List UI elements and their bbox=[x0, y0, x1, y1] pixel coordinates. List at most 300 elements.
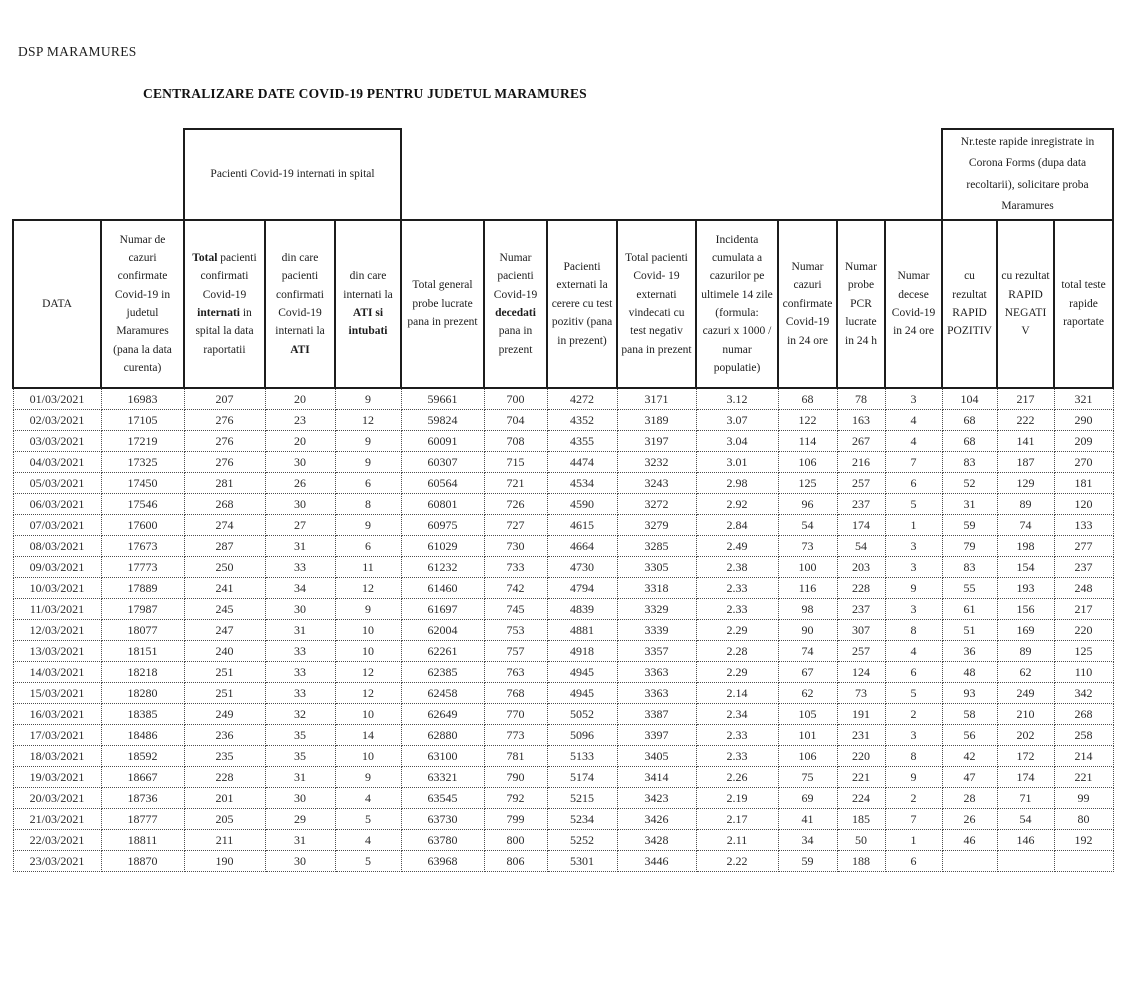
cell-decedati-total: 745 bbox=[484, 598, 547, 619]
cell-incidenta-14-zile: 2.33 bbox=[696, 577, 778, 598]
cell-externati-cerere: 4590 bbox=[547, 493, 617, 514]
cell-rapid-negativ: 74 bbox=[997, 514, 1054, 535]
cell-decese-24-ore: 3 bbox=[885, 535, 942, 556]
cell-externati-vindecati: 3405 bbox=[617, 745, 696, 766]
cell-externati-cerere: 5234 bbox=[547, 808, 617, 829]
cell-incidenta-14-zile: 2.33 bbox=[696, 745, 778, 766]
cell-rapid-pozitiv: 28 bbox=[942, 787, 997, 808]
column-header-ati-intubati: din care internati la ATI si intubati bbox=[335, 220, 401, 388]
cell-ati-intubati: 10 bbox=[335, 703, 401, 724]
cell-externati-vindecati: 3426 bbox=[617, 808, 696, 829]
cell-decedati-total: 757 bbox=[484, 640, 547, 661]
cell-ati-intubati: 6 bbox=[335, 472, 401, 493]
cell-data: 16/03/2021 bbox=[13, 703, 101, 724]
cell-cazuri-confirmate-total: 17219 bbox=[101, 430, 184, 451]
cell-decese-24-ore: 1 bbox=[885, 829, 942, 850]
cell-cazuri-confirmate-total: 18870 bbox=[101, 850, 184, 871]
cell-probe-total: 63100 bbox=[401, 745, 484, 766]
cell-cazuri-24-ore: 114 bbox=[778, 430, 837, 451]
cell-internati-ati: 30 bbox=[265, 493, 335, 514]
cell-rapid-pozitiv: 83 bbox=[942, 451, 997, 472]
cell-data: 22/03/2021 bbox=[13, 829, 101, 850]
column-header-internati-total: Total pacienti confirmati Covid-19 internati in spital la data raportatii bbox=[184, 220, 265, 388]
cell-internati-ati: 26 bbox=[265, 472, 335, 493]
cell-rapid-negativ: 172 bbox=[997, 745, 1054, 766]
cell-probe-pcr-24h: 216 bbox=[837, 451, 885, 472]
cell-probe-total: 62004 bbox=[401, 619, 484, 640]
table-row bbox=[13, 535, 1113, 556]
column-header-teste-rapide-total: total teste rapide raportate bbox=[1054, 220, 1113, 388]
cell-externati-cerere: 4881 bbox=[547, 619, 617, 640]
cell-internati-total: 250 bbox=[184, 556, 265, 577]
cell-incidenta-14-zile: 2.49 bbox=[696, 535, 778, 556]
cell-decedati-total: 730 bbox=[484, 535, 547, 556]
cell-externati-cerere: 4945 bbox=[547, 661, 617, 682]
cell-decese-24-ore: 5 bbox=[885, 682, 942, 703]
cell-decedati-total: 806 bbox=[484, 850, 547, 871]
cell-decedati-total: 704 bbox=[484, 409, 547, 430]
cell-probe-pcr-24h: 73 bbox=[837, 682, 885, 703]
cell-internati-total: 207 bbox=[184, 388, 265, 409]
table-row bbox=[13, 472, 1113, 493]
cell-internati-total: 276 bbox=[184, 451, 265, 472]
cell-probe-pcr-24h: 307 bbox=[837, 619, 885, 640]
table-row bbox=[13, 703, 1113, 724]
cell-internati-ati: 34 bbox=[265, 577, 335, 598]
cell-teste-rapide-total: 125 bbox=[1054, 640, 1113, 661]
cell-decese-24-ore: 2 bbox=[885, 703, 942, 724]
cell-probe-total: 61460 bbox=[401, 577, 484, 598]
cell-ati-intubati: 11 bbox=[335, 556, 401, 577]
cell-rapid-pozitiv bbox=[942, 850, 997, 871]
cell-ati-intubati: 8 bbox=[335, 493, 401, 514]
cell-incidenta-14-zile: 2.14 bbox=[696, 682, 778, 703]
column-header-externati-vindecati: Total pacienti Covid- 19 externati vindecati cu test negativ pana in prezent bbox=[617, 220, 696, 388]
cell-incidenta-14-zile: 2.19 bbox=[696, 787, 778, 808]
cell-probe-pcr-24h: 224 bbox=[837, 787, 885, 808]
table-row bbox=[13, 577, 1113, 598]
cell-probe-total: 59824 bbox=[401, 409, 484, 430]
cell-internati-total: 201 bbox=[184, 787, 265, 808]
cell-rapid-negativ: 222 bbox=[997, 409, 1054, 430]
cell-externati-cerere: 4664 bbox=[547, 535, 617, 556]
cell-probe-pcr-24h: 50 bbox=[837, 829, 885, 850]
cell-data: 05/03/2021 bbox=[13, 472, 101, 493]
cell-probe-pcr-24h: 237 bbox=[837, 493, 885, 514]
cell-teste-rapide-total: 220 bbox=[1054, 619, 1113, 640]
cell-cazuri-confirmate-total: 16983 bbox=[101, 388, 184, 409]
cell-cazuri-24-ore: 75 bbox=[778, 766, 837, 787]
cell-rapid-negativ: 156 bbox=[997, 598, 1054, 619]
table-row bbox=[13, 766, 1113, 787]
column-header-decedati-total: Numar pacienti Covid-19 decedati pana in prezent bbox=[484, 220, 547, 388]
cell-incidenta-14-zile: 2.38 bbox=[696, 556, 778, 577]
cell-probe-total: 60307 bbox=[401, 451, 484, 472]
cell-cazuri-confirmate-total: 17673 bbox=[101, 535, 184, 556]
column-header-externati-cerere: Pacienti externati la cerere cu test pozitiv (pana in prezent) bbox=[547, 220, 617, 388]
cell-internati-total: 249 bbox=[184, 703, 265, 724]
cell-rapid-negativ: 187 bbox=[997, 451, 1054, 472]
column-header-decese-24-ore: Numar decese Covid-19 in 24 ore bbox=[885, 220, 942, 388]
cell-internati-ati: 32 bbox=[265, 703, 335, 724]
cell-decese-24-ore: 3 bbox=[885, 556, 942, 577]
cell-externati-vindecati: 3428 bbox=[617, 829, 696, 850]
group-header-spacer-left bbox=[13, 129, 184, 220]
cell-incidenta-14-zile: 2.17 bbox=[696, 808, 778, 829]
cell-decese-24-ore: 6 bbox=[885, 661, 942, 682]
group-header-row bbox=[13, 129, 1113, 220]
cell-internati-total: 241 bbox=[184, 577, 265, 598]
cell-data: 10/03/2021 bbox=[13, 577, 101, 598]
table-row bbox=[13, 724, 1113, 745]
cell-probe-pcr-24h: 78 bbox=[837, 388, 885, 409]
cell-data: 14/03/2021 bbox=[13, 661, 101, 682]
cell-cazuri-24-ore: 106 bbox=[778, 451, 837, 472]
cell-rapid-pozitiv: 93 bbox=[942, 682, 997, 703]
cell-externati-cerere: 4839 bbox=[547, 598, 617, 619]
cell-rapid-negativ: 71 bbox=[997, 787, 1054, 808]
cell-decedati-total: 763 bbox=[484, 661, 547, 682]
cell-ati-intubati: 5 bbox=[335, 850, 401, 871]
cell-incidenta-14-zile: 2.26 bbox=[696, 766, 778, 787]
cell-internati-total: 251 bbox=[184, 661, 265, 682]
cell-externati-cerere: 5133 bbox=[547, 745, 617, 766]
table-row bbox=[13, 850, 1113, 871]
cell-rapid-negativ: 174 bbox=[997, 766, 1054, 787]
cell-externati-cerere: 5215 bbox=[547, 787, 617, 808]
cell-data: 15/03/2021 bbox=[13, 682, 101, 703]
cell-rapid-negativ: 89 bbox=[997, 493, 1054, 514]
cell-internati-total: 276 bbox=[184, 430, 265, 451]
cell-data: 09/03/2021 bbox=[13, 556, 101, 577]
cell-decedati-total: 792 bbox=[484, 787, 547, 808]
column-header-cazuri-confirmate-total: Numar de cazuri confirmate Covid-19 in judetul Maramures (pana la data curenta) bbox=[101, 220, 184, 388]
cell-cazuri-24-ore: 62 bbox=[778, 682, 837, 703]
cell-cazuri-24-ore: 116 bbox=[778, 577, 837, 598]
cell-cazuri-24-ore: 54 bbox=[778, 514, 837, 535]
cell-externati-cerere: 4918 bbox=[547, 640, 617, 661]
cell-incidenta-14-zile: 2.33 bbox=[696, 598, 778, 619]
group-header-rapid-tests: Nr.teste rapide inregistrate in Corona Forms (dupa data recoltarii), solicitare proba Maramures bbox=[942, 129, 1113, 220]
cell-internati-total: 236 bbox=[184, 724, 265, 745]
table-row bbox=[13, 808, 1113, 829]
cell-decese-24-ore: 3 bbox=[885, 598, 942, 619]
cell-externati-vindecati: 3414 bbox=[617, 766, 696, 787]
cell-cazuri-confirmate-total: 18667 bbox=[101, 766, 184, 787]
cell-externati-cerere: 5174 bbox=[547, 766, 617, 787]
cell-rapid-pozitiv: 26 bbox=[942, 808, 997, 829]
cell-externati-cerere: 4272 bbox=[547, 388, 617, 409]
cell-cazuri-confirmate-total: 17450 bbox=[101, 472, 184, 493]
table-row bbox=[13, 556, 1113, 577]
cell-decedati-total: 790 bbox=[484, 766, 547, 787]
cell-rapid-pozitiv: 79 bbox=[942, 535, 997, 556]
cell-rapid-pozitiv: 55 bbox=[942, 577, 997, 598]
column-header-data: DATA bbox=[13, 220, 101, 388]
cell-probe-total: 59661 bbox=[401, 388, 484, 409]
cell-teste-rapide-total: 290 bbox=[1054, 409, 1113, 430]
cell-rapid-pozitiv: 47 bbox=[942, 766, 997, 787]
cell-externati-vindecati: 3285 bbox=[617, 535, 696, 556]
cell-cazuri-24-ore: 74 bbox=[778, 640, 837, 661]
cell-externati-vindecati: 3363 bbox=[617, 661, 696, 682]
cell-externati-cerere: 4352 bbox=[547, 409, 617, 430]
cell-probe-total: 60801 bbox=[401, 493, 484, 514]
cell-data: 07/03/2021 bbox=[13, 514, 101, 535]
covid-data-table bbox=[12, 128, 1114, 872]
cell-internati-total: 211 bbox=[184, 829, 265, 850]
column-header-incidenta-14-zile: Incidenta cumulata a cazurilor pe ultimele 14 zile (formula: cazuri x 1000 / numar populatie) bbox=[696, 220, 778, 388]
cell-externati-cerere: 5301 bbox=[547, 850, 617, 871]
cell-teste-rapide-total: 237 bbox=[1054, 556, 1113, 577]
cell-decedati-total: 768 bbox=[484, 682, 547, 703]
cell-rapid-pozitiv: 52 bbox=[942, 472, 997, 493]
cell-externati-cerere: 5252 bbox=[547, 829, 617, 850]
cell-incidenta-14-zile: 2.33 bbox=[696, 724, 778, 745]
cell-rapid-negativ: 249 bbox=[997, 682, 1054, 703]
cell-probe-total: 60975 bbox=[401, 514, 484, 535]
cell-probe-total: 63545 bbox=[401, 787, 484, 808]
cell-probe-total: 63730 bbox=[401, 808, 484, 829]
cell-ati-intubati: 10 bbox=[335, 619, 401, 640]
cell-decedati-total: 708 bbox=[484, 430, 547, 451]
cell-ati-intubati: 9 bbox=[335, 598, 401, 619]
cell-probe-total: 61697 bbox=[401, 598, 484, 619]
cell-rapid-negativ: 62 bbox=[997, 661, 1054, 682]
cell-internati-ati: 31 bbox=[265, 766, 335, 787]
cell-internati-total: 247 bbox=[184, 619, 265, 640]
cell-decese-24-ore: 8 bbox=[885, 745, 942, 766]
cell-cazuri-confirmate-total: 17325 bbox=[101, 451, 184, 472]
cell-probe-pcr-24h: 54 bbox=[837, 535, 885, 556]
cell-ati-intubati: 12 bbox=[335, 661, 401, 682]
cell-rapid-pozitiv: 68 bbox=[942, 430, 997, 451]
cell-data: 06/03/2021 bbox=[13, 493, 101, 514]
table-row bbox=[13, 493, 1113, 514]
cell-teste-rapide-total: 258 bbox=[1054, 724, 1113, 745]
cell-decedati-total: 721 bbox=[484, 472, 547, 493]
cell-probe-total: 63780 bbox=[401, 829, 484, 850]
column-header-internati-ati: din care pacienti confirmati Covid-19 internati la ATI bbox=[265, 220, 335, 388]
cell-probe-total: 61232 bbox=[401, 556, 484, 577]
cell-data: 13/03/2021 bbox=[13, 640, 101, 661]
cell-internati-ati: 30 bbox=[265, 850, 335, 871]
cell-rapid-negativ: 146 bbox=[997, 829, 1054, 850]
cell-probe-pcr-24h: 220 bbox=[837, 745, 885, 766]
cell-rapid-negativ: 217 bbox=[997, 388, 1054, 409]
cell-externati-vindecati: 3279 bbox=[617, 514, 696, 535]
cell-probe-total: 60091 bbox=[401, 430, 484, 451]
cell-probe-pcr-24h: 221 bbox=[837, 766, 885, 787]
cell-cazuri-confirmate-total: 18777 bbox=[101, 808, 184, 829]
cell-teste-rapide-total: 209 bbox=[1054, 430, 1113, 451]
cell-decese-24-ore: 9 bbox=[885, 766, 942, 787]
cell-probe-pcr-24h: 163 bbox=[837, 409, 885, 430]
cell-externati-cerere: 5052 bbox=[547, 703, 617, 724]
cell-incidenta-14-zile: 2.29 bbox=[696, 661, 778, 682]
cell-internati-ati: 35 bbox=[265, 745, 335, 766]
cell-internati-ati: 33 bbox=[265, 556, 335, 577]
cell-probe-total: 62385 bbox=[401, 661, 484, 682]
cell-rapid-negativ: 193 bbox=[997, 577, 1054, 598]
cell-incidenta-14-zile: 3.01 bbox=[696, 451, 778, 472]
cell-probe-pcr-24h: 267 bbox=[837, 430, 885, 451]
cell-rapid-negativ: 141 bbox=[997, 430, 1054, 451]
cell-ati-intubati: 12 bbox=[335, 682, 401, 703]
cell-decese-24-ore: 3 bbox=[885, 724, 942, 745]
cell-externati-vindecati: 3446 bbox=[617, 850, 696, 871]
cell-externati-vindecati: 3387 bbox=[617, 703, 696, 724]
cell-cazuri-confirmate-total: 18486 bbox=[101, 724, 184, 745]
cell-probe-total: 63321 bbox=[401, 766, 484, 787]
cell-internati-ati: 29 bbox=[265, 808, 335, 829]
cell-rapid-pozitiv: 61 bbox=[942, 598, 997, 619]
table-row bbox=[13, 514, 1113, 535]
cell-externati-cerere: 4945 bbox=[547, 682, 617, 703]
cell-ati-intubati: 6 bbox=[335, 535, 401, 556]
cell-internati-ati: 33 bbox=[265, 661, 335, 682]
cell-internati-ati: 31 bbox=[265, 619, 335, 640]
cell-externati-vindecati: 3171 bbox=[617, 388, 696, 409]
cell-cazuri-24-ore: 125 bbox=[778, 472, 837, 493]
cell-decedati-total: 727 bbox=[484, 514, 547, 535]
cell-incidenta-14-zile: 3.07 bbox=[696, 409, 778, 430]
cell-cazuri-confirmate-total: 17987 bbox=[101, 598, 184, 619]
cell-teste-rapide-total: 110 bbox=[1054, 661, 1113, 682]
cell-cazuri-24-ore: 68 bbox=[778, 388, 837, 409]
page-title: CENTRALIZARE DATE COVID-19 PENTRU JUDETUL MARAMURES bbox=[143, 86, 587, 101]
cell-internati-ati: 31 bbox=[265, 535, 335, 556]
cell-probe-total: 62649 bbox=[401, 703, 484, 724]
cell-incidenta-14-zile: 3.12 bbox=[696, 388, 778, 409]
organization-name: DSP MARAMURES bbox=[18, 44, 137, 59]
cell-probe-total: 62261 bbox=[401, 640, 484, 661]
cell-cazuri-24-ore: 105 bbox=[778, 703, 837, 724]
cell-externati-cerere: 4474 bbox=[547, 451, 617, 472]
cell-probe-pcr-24h: 124 bbox=[837, 661, 885, 682]
cell-incidenta-14-zile: 2.92 bbox=[696, 493, 778, 514]
cell-incidenta-14-zile: 2.84 bbox=[696, 514, 778, 535]
cell-cazuri-confirmate-total: 18218 bbox=[101, 661, 184, 682]
cell-ati-intubati: 9 bbox=[335, 430, 401, 451]
cell-probe-total: 62880 bbox=[401, 724, 484, 745]
cell-cazuri-24-ore: 34 bbox=[778, 829, 837, 850]
cell-internati-total: 287 bbox=[184, 535, 265, 556]
cell-cazuri-confirmate-total: 18592 bbox=[101, 745, 184, 766]
cell-data: 03/03/2021 bbox=[13, 430, 101, 451]
cell-incidenta-14-zile: 2.11 bbox=[696, 829, 778, 850]
cell-cazuri-24-ore: 41 bbox=[778, 808, 837, 829]
cell-probe-total: 63968 bbox=[401, 850, 484, 871]
cell-data: 21/03/2021 bbox=[13, 808, 101, 829]
cell-teste-rapide-total bbox=[1054, 850, 1113, 871]
cell-ati-intubati: 9 bbox=[335, 766, 401, 787]
column-header-probe-total: Total general probe lucrate pana in prezent bbox=[401, 220, 484, 388]
cell-cazuri-24-ore: 96 bbox=[778, 493, 837, 514]
cell-externati-vindecati: 3189 bbox=[617, 409, 696, 430]
cell-decedati-total: 799 bbox=[484, 808, 547, 829]
cell-data: 02/03/2021 bbox=[13, 409, 101, 430]
table-row bbox=[13, 829, 1113, 850]
column-header-row bbox=[13, 220, 1113, 388]
cell-ati-intubati: 9 bbox=[335, 514, 401, 535]
cell-teste-rapide-total: 248 bbox=[1054, 577, 1113, 598]
cell-cazuri-24-ore: 90 bbox=[778, 619, 837, 640]
cell-internati-ati: 30 bbox=[265, 598, 335, 619]
cell-internati-total: 228 bbox=[184, 766, 265, 787]
cell-incidenta-14-zile: 2.22 bbox=[696, 850, 778, 871]
table-row bbox=[13, 682, 1113, 703]
cell-cazuri-confirmate-total: 17889 bbox=[101, 577, 184, 598]
cell-rapid-negativ: 169 bbox=[997, 619, 1054, 640]
cell-decese-24-ore: 4 bbox=[885, 430, 942, 451]
cell-teste-rapide-total: 217 bbox=[1054, 598, 1113, 619]
cell-probe-total: 62458 bbox=[401, 682, 484, 703]
cell-teste-rapide-total: 192 bbox=[1054, 829, 1113, 850]
cell-rapid-negativ: 202 bbox=[997, 724, 1054, 745]
cell-data: 19/03/2021 bbox=[13, 766, 101, 787]
cell-externati-vindecati: 3357 bbox=[617, 640, 696, 661]
cell-internati-total: 274 bbox=[184, 514, 265, 535]
cell-teste-rapide-total: 268 bbox=[1054, 703, 1113, 724]
cell-cazuri-24-ore: 69 bbox=[778, 787, 837, 808]
cell-externati-vindecati: 3423 bbox=[617, 787, 696, 808]
cell-cazuri-24-ore: 122 bbox=[778, 409, 837, 430]
cell-decese-24-ore: 8 bbox=[885, 619, 942, 640]
cell-decese-24-ore: 1 bbox=[885, 514, 942, 535]
cell-cazuri-confirmate-total: 17773 bbox=[101, 556, 184, 577]
cell-externati-cerere: 4615 bbox=[547, 514, 617, 535]
cell-data: 23/03/2021 bbox=[13, 850, 101, 871]
cell-rapid-pozitiv: 48 bbox=[942, 661, 997, 682]
cell-rapid-negativ: 54 bbox=[997, 808, 1054, 829]
cell-internati-total: 240 bbox=[184, 640, 265, 661]
cell-internati-total: 268 bbox=[184, 493, 265, 514]
table-row bbox=[13, 430, 1113, 451]
cell-probe-total: 60564 bbox=[401, 472, 484, 493]
table-row bbox=[13, 388, 1113, 409]
cell-internati-ati: 33 bbox=[265, 640, 335, 661]
cell-rapid-pozitiv: 51 bbox=[942, 619, 997, 640]
cell-internati-ati: 20 bbox=[265, 430, 335, 451]
cell-cazuri-24-ore: 59 bbox=[778, 850, 837, 871]
cell-probe-pcr-24h: 185 bbox=[837, 808, 885, 829]
cell-probe-pcr-24h: 203 bbox=[837, 556, 885, 577]
cell-rapid-pozitiv: 31 bbox=[942, 493, 997, 514]
table-row bbox=[13, 745, 1113, 766]
cell-teste-rapide-total: 133 bbox=[1054, 514, 1113, 535]
cell-cazuri-confirmate-total: 17105 bbox=[101, 409, 184, 430]
cell-externati-vindecati: 3363 bbox=[617, 682, 696, 703]
cell-rapid-pozitiv: 104 bbox=[942, 388, 997, 409]
cell-externati-vindecati: 3339 bbox=[617, 619, 696, 640]
cell-ati-intubati: 5 bbox=[335, 808, 401, 829]
cell-rapid-negativ: 198 bbox=[997, 535, 1054, 556]
cell-decese-24-ore: 3 bbox=[885, 388, 942, 409]
cell-probe-pcr-24h: 228 bbox=[837, 577, 885, 598]
cell-internati-total: 276 bbox=[184, 409, 265, 430]
cell-teste-rapide-total: 181 bbox=[1054, 472, 1113, 493]
cell-teste-rapide-total: 214 bbox=[1054, 745, 1113, 766]
cell-cazuri-confirmate-total: 18385 bbox=[101, 703, 184, 724]
cell-incidenta-14-zile: 2.34 bbox=[696, 703, 778, 724]
cell-rapid-pozitiv: 56 bbox=[942, 724, 997, 745]
cell-probe-pcr-24h: 257 bbox=[837, 472, 885, 493]
column-header-rapid-pozitiv: cu rezultat RAPID POZITIV bbox=[942, 220, 997, 388]
table-row bbox=[13, 661, 1113, 682]
table-row bbox=[13, 640, 1113, 661]
cell-externati-vindecati: 3305 bbox=[617, 556, 696, 577]
